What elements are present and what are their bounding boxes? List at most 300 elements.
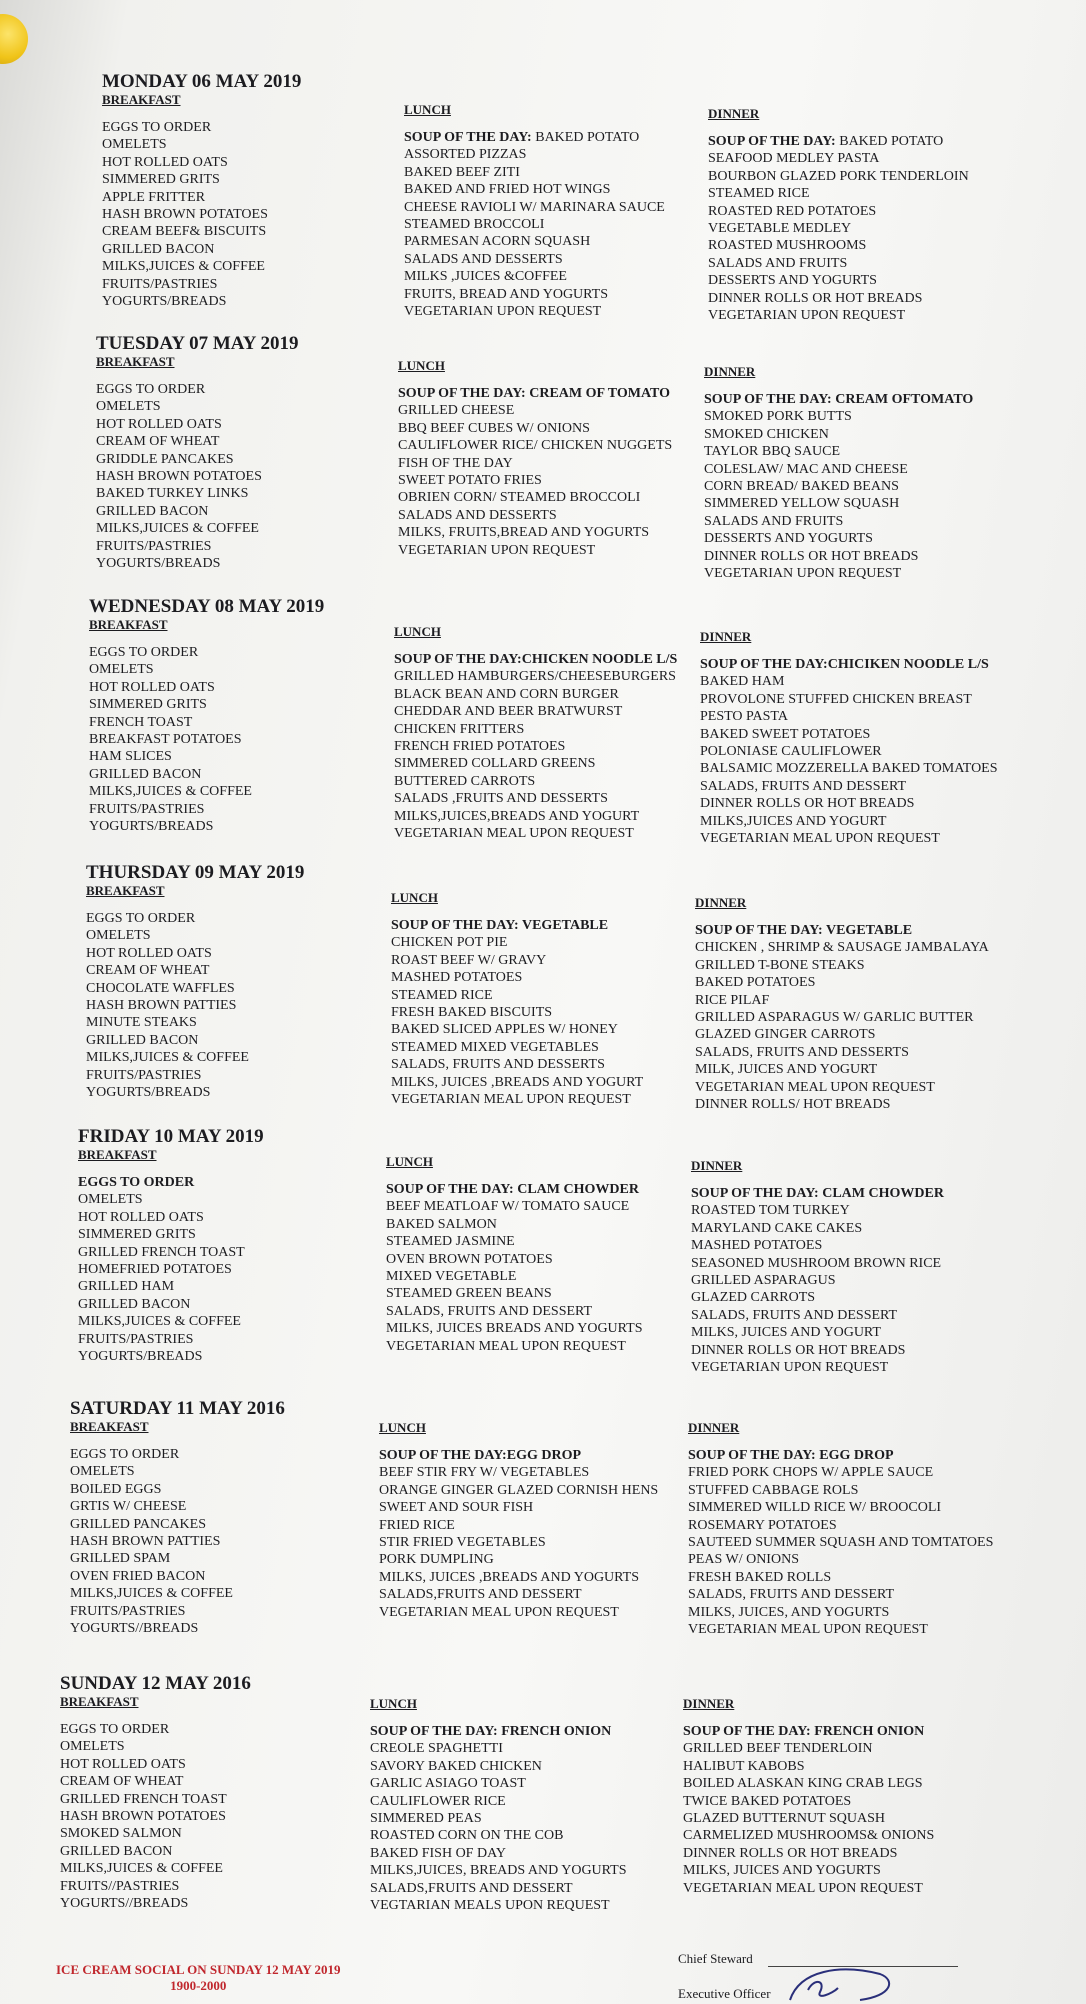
breakfast-item: MILKS,JUICES & COFFEE <box>96 521 259 537</box>
dinner-item: HALIBUT KABOBS <box>683 1758 805 1774</box>
dinner-item: SALADS AND FRUITS <box>708 255 848 271</box>
dinner-item: VEGETARIAN MEAL UPON REQUEST <box>695 1079 935 1095</box>
breakfast-item: SIMMERED GRITS <box>78 1227 196 1243</box>
lunch-item: BAKED AND FRIED HOT WINGS <box>404 182 611 198</box>
breakfast-item: CREAM OF WHEAT <box>60 1774 184 1790</box>
soup-label: SOUP OF THE DAY: <box>379 1448 507 1463</box>
soup-label: SOUP OF THE DAY: <box>394 652 522 667</box>
breakfast-item: HOT ROLLED OATS <box>96 416 222 432</box>
lunch-items <box>370 1740 627 1914</box>
soup-label: SOUP OF THE DAY: <box>708 134 836 149</box>
breakfast-item: OMELETS <box>78 1192 143 1208</box>
dinner-item: GRILLED ASPARAGUS W/ GARLIC BUTTER <box>695 1010 974 1026</box>
day-title: THURSDAY 09 MAY 2019 <box>86 862 305 883</box>
dinner-item: DINNER ROLLS/ HOT BREADS <box>695 1097 891 1113</box>
breakfast-items <box>60 1721 251 1912</box>
lunch-item: FRESH BAKED BISCUITS <box>391 1005 553 1021</box>
lunch-heading: LUNCH <box>398 358 445 373</box>
breakfast-heading: BREAKFAST <box>60 1694 139 1709</box>
lunch-item: STEAMED GREEN BEANS <box>386 1286 552 1302</box>
dinner-heading: DINNER <box>704 364 756 379</box>
dinner-column <box>688 1420 993 1638</box>
breakfast-item: SMOKED SALMON <box>60 1826 182 1842</box>
breakfast-column <box>78 1127 264 1365</box>
breakfast-item: BREAKFAST POTATOES <box>89 732 242 748</box>
soup-label: SOUP OF THE DAY: <box>695 923 823 938</box>
dinner-item: DINNER ROLLS OR HOT BREADS <box>691 1342 906 1358</box>
soup-label: SOUP OF THE DAY: <box>386 1182 514 1197</box>
breakfast-item: GRILLED BACON <box>78 1296 191 1312</box>
lunch-item: STEAMED BROCCOLI <box>404 217 545 233</box>
breakfast-item: FRUITS/PASTRIES <box>86 1067 202 1083</box>
day-title: FRIDAY 10 MAY 2019 <box>78 1126 264 1147</box>
breakfast-heading: BREAKFAST <box>96 354 175 369</box>
dinner-item: TWICE BAKED POTATOES <box>683 1793 852 1809</box>
breakfast-item: OVEN FRIED BACON <box>70 1568 206 1584</box>
breakfast-heading: BREAKFAST <box>78 1147 157 1162</box>
dinner-item: GRILLED T-BONE STEAKS <box>695 957 865 973</box>
dinner-item: ROSEMARY POTATOES <box>688 1517 837 1533</box>
dinner-item: MARYLAND CAKE CAKES <box>691 1220 863 1236</box>
lunch-item: MILKS, JUICES BREADS AND YOGURTS <box>386 1321 643 1337</box>
lunch-item: OBRIEN CORN/ STEAMED BROCCOLI <box>398 490 641 506</box>
dinner-item: PROVOLONE STUFFED CHICKEN BREAST <box>700 691 972 707</box>
dinner-soup-of-the-day <box>688 1447 993 1464</box>
breakfast-item: HOT ROLLED OATS <box>89 679 215 695</box>
dinner-heading: DINNER <box>708 106 760 121</box>
dinner-item: SMOKED PORK BUTTS <box>704 409 852 425</box>
lunch-item: MILKS, JUICES ,BREADS AND YOGURT <box>391 1074 644 1090</box>
lunch-item: BBQ BEEF CUBES W/ ONIONS <box>398 420 590 436</box>
lunch-item: BEEF STIR FRY W/ VEGETABLES <box>379 1465 590 1481</box>
day-title: WEDNESDAY 08 MAY 2019 <box>89 596 325 617</box>
lunch-item: CHICKEN FRITTERS <box>394 721 525 737</box>
lunch-item: CHEDDAR AND BEER BRATWURST <box>394 704 623 720</box>
breakfast-items <box>89 644 324 835</box>
breakfast-item: CHOCOLATE WAFFLES <box>86 980 235 996</box>
lunch-item: PARMESAN ACORN SQUASH <box>404 234 591 250</box>
soup-label: SOUP OF THE DAY: <box>683 1724 811 1739</box>
soup-label: SOUP OF THE DAY: <box>398 386 526 401</box>
lunch-heading: LUNCH <box>386 1154 433 1169</box>
dinner-item: CARMELIZED MUSHROOMS& ONIONS <box>683 1828 935 1844</box>
dinner-item: SEAFOOD MEDLEY PASTA <box>708 151 880 167</box>
signature-stroke <box>808 1982 838 1996</box>
breakfast-items <box>86 910 304 1101</box>
dinner-item: SMOKED CHICKEN <box>704 426 829 442</box>
breakfast-item: HOT ROLLED OATS <box>60 1756 186 1772</box>
lunch-item: CHICKEN POT PIE <box>391 935 508 951</box>
lunch-soup-of-the-day <box>386 1181 643 1198</box>
lunch-item: ROASTED CORN ON THE COB <box>370 1828 564 1844</box>
dinner-item: VEGETABLE MEDLEY <box>708 221 852 237</box>
day-title: SUNDAY 12 MAY 2016 <box>60 1673 251 1694</box>
executive-officer-signature-icon <box>780 1960 900 2004</box>
lunch-item: VEGETARIAN UPON REQUEST <box>398 542 596 558</box>
dinner-heading: DINNER <box>695 895 747 910</box>
soup-value: CHICKEN NOODLE L/S <box>521 652 678 667</box>
breakfast-heading: BREAKFAST <box>70 1419 149 1434</box>
dinner-item: STUFFED CABBAGE ROLS <box>688 1482 859 1498</box>
dinner-item: PESTO PASTA <box>700 709 788 725</box>
lunch-item: MILKS ,JUICES &COFFEE <box>404 269 567 285</box>
lunch-item: ORANGE GINGER GLAZED CORNISH HENS <box>379 1482 659 1498</box>
dinner-item: ROASTED RED POTATOES <box>708 203 877 219</box>
dinner-heading: DINNER <box>691 1158 743 1173</box>
lunch-item: BUTTERED CARROTS <box>394 773 536 789</box>
lunch-items <box>391 934 643 1108</box>
breakfast-items <box>96 381 299 572</box>
lunch-item: VEGETARIAN UPON REQUEST <box>404 304 602 320</box>
dinner-column <box>683 1696 934 1897</box>
dinner-item: BOILED ALASKAN KING CRAB LEGS <box>683 1776 923 1792</box>
dinner-item: SAUTEED SUMMER SQUASH AND TOMTATOES <box>688 1535 994 1551</box>
dinner-soup-of-the-day <box>704 391 973 408</box>
breakfast-item: EGGS TO ORDER <box>89 645 199 660</box>
lunch-item: MILKS, JUICES ,BREADS AND YOGURTS <box>379 1569 640 1585</box>
soup-value: EGG DROP <box>815 1448 894 1463</box>
breakfast-item: MILKS,JUICES & COFFEE <box>86 1050 249 1066</box>
lunch-heading: LUNCH <box>394 624 441 639</box>
dinner-item: MILK, JUICES AND YOGURT <box>695 1062 878 1078</box>
soup-value: EGG DROP <box>506 1448 582 1463</box>
soup-value: FRENCH ONION <box>810 1724 925 1739</box>
breakfast-item: GRILLED BACON <box>86 1032 199 1048</box>
lunch-column <box>398 358 672 559</box>
day-title: MONDAY 06 MAY 2019 <box>102 71 302 92</box>
soup-label: SOUP OF THE DAY: <box>688 1448 816 1463</box>
breakfast-item: MILKS,JUICES & COFFEE <box>60 1861 223 1877</box>
chief-steward-label: Chief Steward <box>678 1951 753 1966</box>
dinner-column <box>695 895 989 1113</box>
lunch-item: VEGTARIAN MEALS UPON REQUEST <box>370 1898 610 1914</box>
dinner-item: SIMMERED WILLD RICE W/ BROOCOLI <box>688 1500 942 1516</box>
breakfast-item: EGGS TO ORDER <box>102 120 212 135</box>
day-title: SATURDAY 11 MAY 2016 <box>70 1398 285 1419</box>
dinner-item: DINNER ROLLS OR HOT BREADS <box>704 548 919 564</box>
lunch-column <box>404 102 665 320</box>
breakfast-item: GRILLED BACON <box>89 766 202 782</box>
soup-value: VEGETABLE <box>518 918 609 933</box>
dinner-item: VEGETARIAN UPON REQUEST <box>704 566 902 582</box>
lunch-heading: LUNCH <box>370 1696 417 1711</box>
lunch-soup-of-the-day <box>398 385 672 402</box>
breakfast-item: YOGURTS/BREADS <box>86 1085 211 1101</box>
lunch-soup-of-the-day <box>379 1447 658 1464</box>
lunch-item: FRUITS, BREAD AND YOGURTS <box>404 286 608 302</box>
breakfast-item: FRUITS//PASTRIES <box>60 1878 180 1894</box>
breakfast-item: HASH BROWN POTATOES <box>96 469 262 485</box>
lunch-item: SWEET POTATO FRIES <box>398 473 542 489</box>
lunch-item: FRENCH FRIED POTATOES <box>394 739 566 755</box>
lunch-heading: LUNCH <box>391 890 438 905</box>
dinner-item: SALADS AND FRUITS <box>704 513 844 529</box>
dinner-item: SIMMERED YELLOW SQUASH <box>704 496 900 512</box>
breakfast-item: EGGS TO ORDER <box>60 1722 170 1737</box>
dinner-item: COLESLAW/ MAC AND CHEESE <box>704 461 908 477</box>
breakfast-item: OMELETS <box>60 1739 125 1755</box>
lunch-item: STEAMED JASMINE <box>386 1234 515 1250</box>
dinner-items <box>688 1464 993 1638</box>
dinner-soup-of-the-day <box>708 133 969 150</box>
soup-value: BAKED POTATO <box>531 130 640 145</box>
breakfast-item: FRUITS/PASTRIES <box>96 538 212 554</box>
dinner-item: ROASTED MUSHROOMS <box>708 238 867 254</box>
breakfast-item: GRTIS W/ CHEESE <box>70 1499 187 1515</box>
breakfast-heading: BREAKFAST <box>89 617 168 632</box>
soup-value: CREAM OF TOMATO <box>525 386 671 401</box>
breakfast-item: FRUITS/PASTRIES <box>78 1331 194 1347</box>
lunch-items <box>398 402 672 559</box>
dinner-item: BAKED POTATOES <box>695 975 816 991</box>
dinner-items <box>683 1740 934 1897</box>
lunch-item: VEGETARIAN MEAL UPON REQUEST <box>391 1092 631 1108</box>
breakfast-item: GRILLED FRENCH TOAST <box>78 1244 245 1260</box>
breakfast-item: MILKS,JUICES & COFFEE <box>102 259 265 275</box>
soup-value: BAKED POTATO <box>835 134 944 149</box>
lunch-item: GRILLED CHEESE <box>398 403 515 419</box>
soup-value: FRENCH ONION <box>497 1724 612 1739</box>
lunch-item: OVEN BROWN POTATOES <box>386 1251 553 1267</box>
lunch-column <box>394 624 677 842</box>
breakfast-item: GRIDDLE PANCAKES <box>96 451 234 467</box>
lunch-item: BEEF MEATLOAF W/ TOMATO SAUCE <box>386 1199 630 1215</box>
lunch-item: FRIED RICE <box>379 1517 455 1533</box>
breakfast-item: EGGS TO ORDER <box>96 382 206 397</box>
dinner-items <box>695 939 989 1113</box>
executive-officer-label: Executive Officer <box>678 1986 771 2001</box>
soup-value: CREAM OFTOMATO <box>831 392 974 407</box>
breakfast-item: HOT ROLLED OATS <box>86 945 212 961</box>
note-line-1: ICE CREAM SOCIAL ON SUNDAY 12 MAY 2019 <box>56 1962 341 1977</box>
soup-label: SOUP OF THE DAY: <box>391 918 519 933</box>
dinner-item: DINNER ROLLS OR HOT BREADS <box>700 796 915 812</box>
dinner-item: STEAMED RICE <box>708 186 810 202</box>
breakfast-item: OMELETS <box>96 399 161 415</box>
dinner-item: GLAZED BUTTERNUT SQUASH <box>683 1811 885 1827</box>
lunch-item: SALADS ,FRUITS AND DESSERTS <box>394 791 608 807</box>
dinner-items <box>691 1202 944 1376</box>
breakfast-item: BAKED TURKEY LINKS <box>96 486 249 502</box>
lunch-item: SAVORY BAKED CHICKEN <box>370 1758 542 1774</box>
breakfast-item: YOGURTS//BREADS <box>70 1621 199 1637</box>
lunch-item: SIMMERED PEAS <box>370 1811 482 1827</box>
lunch-item: MILKS,JUICES,BREADS AND YOGURT <box>394 808 640 824</box>
breakfast-item: OMELETS <box>89 662 154 678</box>
lunch-item: VEGETARIAN MEAL UPON REQUEST <box>386 1338 626 1354</box>
breakfast-item: GRILLED BACON <box>96 503 209 519</box>
soup-label: SOUP OF THE DAY: <box>691 1186 819 1201</box>
soup-label: SOUP OF THE DAY: <box>704 392 832 407</box>
dinner-item: FRIED PORK CHOPS W/ APPLE SAUCE <box>688 1465 934 1481</box>
breakfast-item: MINUTE STEAKS <box>86 1015 197 1031</box>
dinner-item: DESSERTS AND YOGURTS <box>708 273 877 289</box>
soup-label: SOUP OF THE DAY: <box>700 657 828 672</box>
lunch-soup-of-the-day <box>394 651 677 668</box>
dinner-item: TAYLOR BBQ SAUCE <box>704 444 841 460</box>
dinner-item: DINNER ROLLS OR HOT BREADS <box>683 1845 898 1861</box>
breakfast-items <box>70 1446 285 1637</box>
dinner-item: RICE PILAF <box>695 992 770 1008</box>
dinner-item: ROASTED TOM TURKEY <box>691 1203 850 1219</box>
dinner-heading: DINNER <box>700 629 752 644</box>
lunch-item: ASSORTED PIZZAS <box>404 147 527 163</box>
breakfast-item: HASH BROWN PATTIES <box>70 1534 221 1550</box>
breakfast-item: HASH BROWN PATTIES <box>86 998 237 1014</box>
lunch-item: VEGETARIAN MEAL UPON REQUEST <box>394 826 634 842</box>
breakfast-item: GRILLED BACON <box>60 1843 173 1859</box>
signature-stroke <box>790 1970 889 2000</box>
lunch-item: SIMMERED COLLARD GREENS <box>394 756 596 772</box>
lunch-item: BLACK BEAN AND CORN BURGER <box>394 686 619 702</box>
breakfast-heading: BREAKFAST <box>86 883 165 898</box>
breakfast-item: GRILLED PANCAKES <box>70 1516 206 1532</box>
dinner-item: VEGETARIAN MEAL UPON REQUEST <box>683 1880 923 1896</box>
soup-value: CLAM CHOWDER <box>513 1182 639 1197</box>
lunch-column <box>386 1154 643 1355</box>
dinner-item: SEASONED MUSHROOM BROWN RICE <box>691 1255 942 1271</box>
lunch-soup-of-the-day <box>370 1723 627 1740</box>
dinner-item: DESSERTS AND YOGURTS <box>704 531 873 547</box>
soup-value: CHICIKEN NOODLE L/S <box>827 657 989 672</box>
lunch-column <box>370 1696 627 1914</box>
breakfast-item: OMELETS <box>102 137 167 153</box>
lunch-item: FISH OF THE DAY <box>398 455 513 471</box>
dinner-item: GRILLED ASPARAGUS <box>691 1273 836 1289</box>
dinner-item: GRILLED BEEF TENDERLOIN <box>683 1741 873 1757</box>
dinner-item: VEGETARIAN MEAL UPON REQUEST <box>700 831 940 847</box>
soup-label: SOUP OF THE DAY: <box>404 130 532 145</box>
day-title: TUESDAY 07 MAY 2019 <box>96 333 299 354</box>
dinner-item: MILKS,JUICES AND YOGURT <box>700 813 887 829</box>
dinner-item: FRESH BAKED ROLLS <box>688 1569 832 1585</box>
dinner-soup-of-the-day <box>695 922 989 939</box>
breakfast-item: YOGURTS/BREADS <box>78 1349 203 1365</box>
lunch-item: STEAMED MIXED VEGETABLES <box>391 1039 599 1055</box>
breakfast-item: YOGURTS/BREADS <box>89 819 214 835</box>
breakfast-column <box>102 72 301 310</box>
lunch-item: SALADS,FRUITS AND DESSERT <box>379 1587 582 1603</box>
lunch-item: CAULIFLOWER RICE/ CHICKEN NUGGETS <box>398 438 673 454</box>
breakfast-item: OMELETS <box>70 1464 135 1480</box>
breakfast-item: HOT ROLLED OATS <box>102 154 228 170</box>
lunch-items <box>394 668 677 842</box>
breakfast-heading: BREAKFAST <box>102 92 181 107</box>
dinner-item: CHICKEN , SHRIMP & SAUSAGE JAMBALAYA <box>695 940 989 956</box>
lunch-item: CHEESE RAVIOLI W/ MARINARA SAUCE <box>404 199 665 215</box>
dinner-item: GLAZED CARROTS <box>691 1290 816 1306</box>
lunch-item: BAKED SLICED APPLES W/ HONEY <box>391 1022 618 1038</box>
dinner-item: VEGETARIAN MEAL UPON REQUEST <box>688 1622 928 1638</box>
lunch-item: SALADS AND DESSERTS <box>398 507 557 523</box>
breakfast-item: FRUITS/PASTRIES <box>70 1603 186 1619</box>
dinner-heading: DINNER <box>683 1696 735 1711</box>
breakfast-item: GRILLED HAM <box>78 1279 175 1295</box>
dinner-item: SALADS, FRUITS AND DESSERT <box>688 1587 895 1603</box>
breakfast-item: CREAM OF WHEAT <box>86 963 210 979</box>
lunch-item: BAKED SALMON <box>386 1216 497 1232</box>
breakfast-item: OMELETS <box>86 928 151 944</box>
dinner-item: DINNER ROLLS OR HOT BREADS <box>708 290 923 306</box>
breakfast-column <box>70 1399 285 1637</box>
lunch-item: STEAMED RICE <box>391 987 493 1003</box>
lunch-item: BAKED FISH OF DAY <box>370 1845 507 1861</box>
dinner-column <box>691 1158 944 1376</box>
dinner-item: BAKED HAM <box>700 674 785 690</box>
dinner-column <box>708 106 969 324</box>
dinner-item: BALSAMIC MOZZERELLA BAKED TOMATOES <box>700 761 998 777</box>
breakfast-column <box>89 597 324 835</box>
breakfast-item: HASH BROWN POTATOES <box>60 1809 226 1825</box>
dinner-item: SALADS, FRUITS AND DESSERTS <box>695 1044 909 1060</box>
dinner-items <box>704 408 973 582</box>
dinner-item: VEGETARIAN UPON REQUEST <box>691 1360 889 1376</box>
breakfast-item: GRILLED SPAM <box>70 1551 171 1567</box>
breakfast-item: FRUITS/PASTRIES <box>102 276 218 292</box>
breakfast-item: MILKS,JUICES & COFFEE <box>89 784 252 800</box>
lunch-item: CREOLE SPAGHETTI <box>370 1741 503 1757</box>
dinner-item: BOURBON GLAZED PORK TENDERLOIN <box>708 168 969 184</box>
lunch-item: SALADS, FRUITS AND DESSERTS <box>391 1057 605 1073</box>
lunch-heading: LUNCH <box>379 1420 426 1435</box>
breakfast-item: HOMEFRIED POTATOES <box>78 1262 232 1278</box>
breakfast-column <box>96 334 299 572</box>
lunch-item: MIXED VEGETABLE <box>386 1269 517 1285</box>
breakfast-item: YOGURTS/BREADS <box>102 294 227 310</box>
soup-value: CLAM CHOWDER <box>818 1186 944 1201</box>
dinner-items <box>700 673 998 847</box>
dinner-item: MILKS, JUICES, AND YOGURTS <box>688 1604 890 1620</box>
lunch-item: BAKED BEEF ZITI <box>404 164 520 180</box>
breakfast-item: YOGURTS/BREADS <box>96 556 221 572</box>
yellow-pushpin <box>0 14 28 64</box>
breakfast-items <box>78 1191 264 1365</box>
breakfast-item: APPLE FRITTER <box>102 189 206 205</box>
breakfast-column <box>86 863 304 1101</box>
lunch-item: SALADS,FRUITS AND DESSERT <box>370 1880 573 1896</box>
soup-label: SOUP OF THE DAY: <box>370 1724 498 1739</box>
ice-cream-social-note <box>56 1962 340 1994</box>
lunch-column <box>379 1420 658 1621</box>
breakfast-item: CREAM BEEF& BISCUITS <box>102 224 267 240</box>
lunch-item: SALADS, FRUITS AND DESSERT <box>386 1303 593 1319</box>
lunch-item: GRILLED HAMBURGERS/CHEESEBURGERS <box>394 669 676 685</box>
dinner-item: MILKS, JUICES AND YOGURT <box>691 1325 881 1341</box>
breakfast-item: HASH BROWN POTATOES <box>102 207 268 223</box>
dinner-item: VEGETARIAN UPON REQUEST <box>708 308 906 324</box>
breakfast-item: CREAM OF WHEAT <box>96 434 220 450</box>
lunch-item: PORK DUMPLING <box>379 1552 494 1568</box>
breakfast-item: MILKS,JUICES & COFFEE <box>70 1586 233 1602</box>
lunch-item: SALADS AND DESSERTS <box>404 251 563 267</box>
breakfast-item: EGGS TO ORDER <box>70 1447 180 1462</box>
breakfast-item: MILKS,JUICES & COFFEE <box>78 1314 241 1330</box>
breakfast-item: YOGURTS//BREADS <box>60 1896 189 1912</box>
breakfast-item: GRILLED FRENCH TOAST <box>60 1791 227 1807</box>
lunch-item: STIR FRIED VEGETABLES <box>379 1535 546 1551</box>
lunch-item: ROAST BEEF W/ GRAVY <box>391 952 547 968</box>
dinner-item: PEAS W/ ONIONS <box>688 1552 799 1568</box>
breakfast-item: HAM SLICES <box>89 749 172 765</box>
breakfast-item: GRILLED BACON <box>102 241 215 257</box>
dinner-column <box>704 364 973 582</box>
lunch-heading: LUNCH <box>404 102 451 117</box>
breakfast-item: EGGS TO ORDER <box>78 1175 195 1190</box>
dinner-item: POLONIASE CAULIFLOWER <box>700 744 882 760</box>
lunch-soup-of-the-day <box>404 129 665 146</box>
lunch-column <box>391 890 643 1108</box>
dinner-heading: DINNER <box>688 1420 740 1435</box>
